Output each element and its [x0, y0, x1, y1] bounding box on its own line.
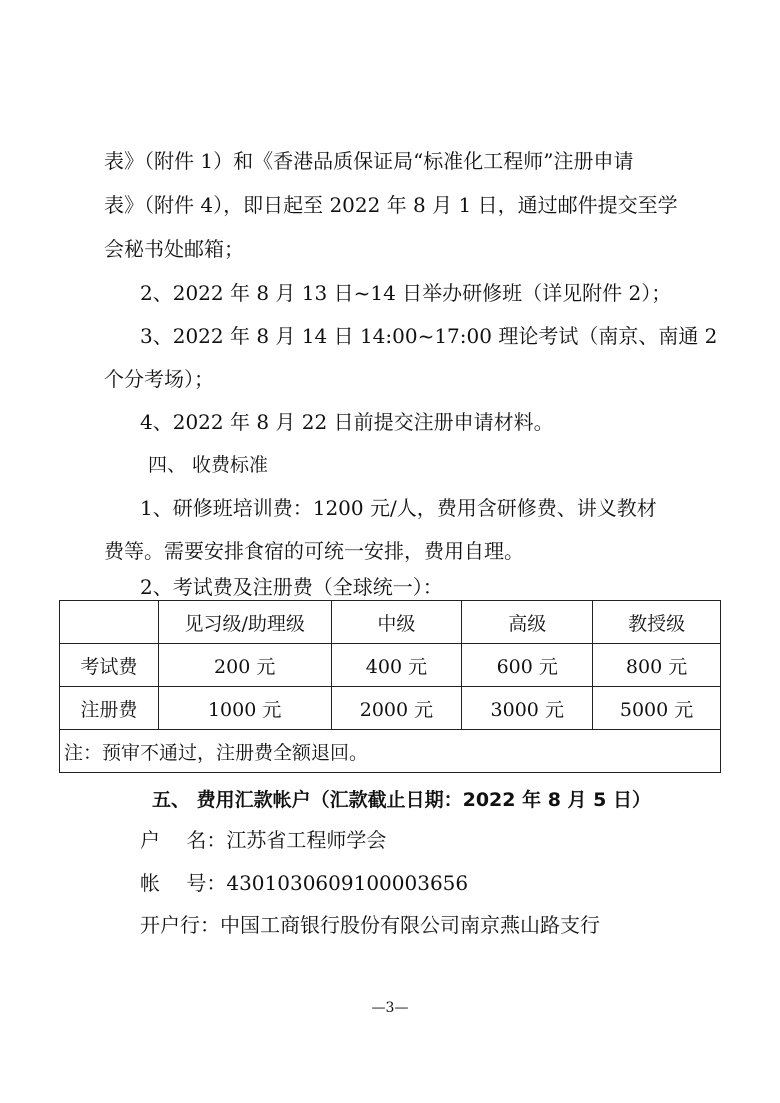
- table-cell: 600 元: [462, 644, 593, 687]
- table-header-cell: 教授级: [593, 601, 721, 644]
- table-cell: 200 元: [158, 644, 331, 687]
- account-bank: 开户行：中国工商银行股份有限公司南京燕山路支行: [140, 913, 600, 937]
- table-cell: 1000 元: [158, 687, 331, 730]
- table-row: [60, 687, 721, 730]
- paragraph-line: 4、2022 年 8 月 22 日前提交注册申请材料。: [140, 410, 554, 434]
- table-cell: 注册费: [60, 687, 159, 730]
- table-header-row: [60, 601, 721, 644]
- table-cell: 考试费: [60, 644, 159, 687]
- account-number: 帐 号：4301030609100003656: [140, 871, 469, 895]
- table-note: 注：预审不通过，注册费全额退回。: [60, 730, 721, 773]
- table-cell: 3000 元: [462, 687, 593, 730]
- paragraph-line: 3、2022 年 8 月 14 日 14:00~17:00 理论考试（南京、南通 2: [140, 324, 718, 348]
- table-header-cell: [60, 601, 159, 644]
- paragraph-line: 个分考场）；: [104, 367, 214, 391]
- table-row: [60, 644, 721, 687]
- fee-table: [59, 600, 721, 773]
- table-cell: 800 元: [593, 644, 721, 687]
- table-cell: 2000 元: [331, 687, 462, 730]
- account-name: 户 名：江苏省工程师学会: [140, 828, 387, 852]
- section-heading: 五、 费用汇款帐户（汇款截止日期：2022 年 8 月 5 日）: [152, 789, 652, 811]
- paragraph-line: 费等。需要安排食宿的可统一安排，费用自理。: [104, 539, 524, 563]
- paragraph-line: 会秘书处邮箱；: [104, 237, 244, 261]
- paragraph-line: 2、2022 年 8 月 13 日~14 日举办研修班（详见附件 2）；: [140, 281, 672, 305]
- table-cell: 5000 元: [593, 687, 721, 730]
- table-header-cell: 高级: [462, 601, 593, 644]
- table-header-cell: 见习级/助理级: [158, 601, 331, 644]
- table-note-row: [60, 730, 721, 773]
- page-number: —3—: [371, 1000, 409, 1016]
- paragraph-line: 表》（附件 1）和《香港品质保证局“标准化工程师”注册申请: [104, 149, 634, 173]
- paragraph-line: 2、考试费及注册费（全球统一）：: [140, 575, 443, 599]
- section-heading: 四、 收费标准: [148, 454, 269, 476]
- paragraph-line: 表》（附件 4），即日起至 2022 年 8 月 1 日，通过邮件提交至学: [104, 193, 678, 217]
- table-cell: 400 元: [331, 644, 462, 687]
- paragraph-line: 1、研修班培训费：1200 元/人，费用含研修费、讲义教材: [140, 496, 657, 520]
- table-header-cell: 中级: [331, 601, 462, 644]
